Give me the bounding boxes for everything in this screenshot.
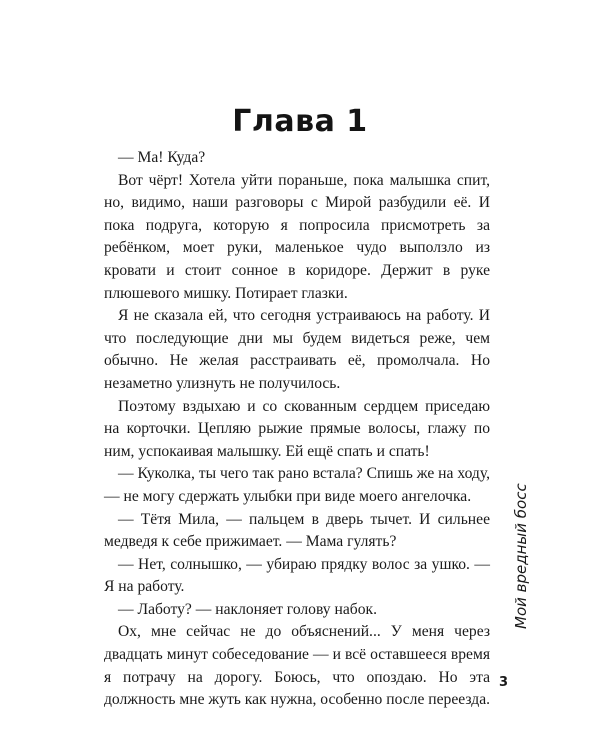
paragraph: Ох, мне сейчас не до объяснений... У меня через двадцать минут собеседование — и всё оставшееся время я потрачу на дорогу. Боюсь, что опоздаю. Но эта должность мне жуть как нужна, особенно после переезда. (104, 623, 491, 709)
paragraph: Вот чёрт! Хотела уйти пораньше, пока малышка спит, но, видимо, наши разговоры с Мирой разбудили её. И пока подруга, которую я попросила присмотреть за ребёнком, моет руки, маленькое чудо выползло из кровати и стоит сонное в коридоре. Держит в руке плюшевого мишку. Потирает глазки. (104, 171, 490, 302)
running-title: Мой вредный босс (512, 483, 530, 629)
paragraph: — Лаботу? — наклоняет голову набок. (118, 600, 377, 618)
paragraph: Поэтому вздыхаю и со скованным сердцем приседаю на корточки. Цепляю рыжие прямые волосы, глажу по ним, успокаивая малышку. Ей ещё спать и спать! (104, 397, 490, 460)
paragraph: — Куколка, ты чего так рано встала? Спишь же на ходу, — не могу сдержать улыбки при виде моего ангелочка. (104, 465, 490, 505)
chapter-title: Глава 1 (232, 104, 368, 139)
paragraph: Я не сказала ей, что сегодня устраиваюсь на работу. И что последующие дни мы будем видеться реже, чем обычно. Не желая расстраивать её, промолчала. Но незаметно улизнуть не получилось. (104, 307, 490, 392)
paragraph: — Нет, солнышко, — убираю прядку волос за ушко. — Я на работу. (104, 555, 490, 596)
paragraph: — Тётя Мила, — пальцем в дверь тычет. И сильнее медведя к себе прижимает. — Мама гулять? (104, 510, 490, 551)
page-number: 3 (499, 675, 509, 690)
paragraph: — Ма! Куда? (118, 149, 206, 166)
body-text (104, 147, 490, 712)
